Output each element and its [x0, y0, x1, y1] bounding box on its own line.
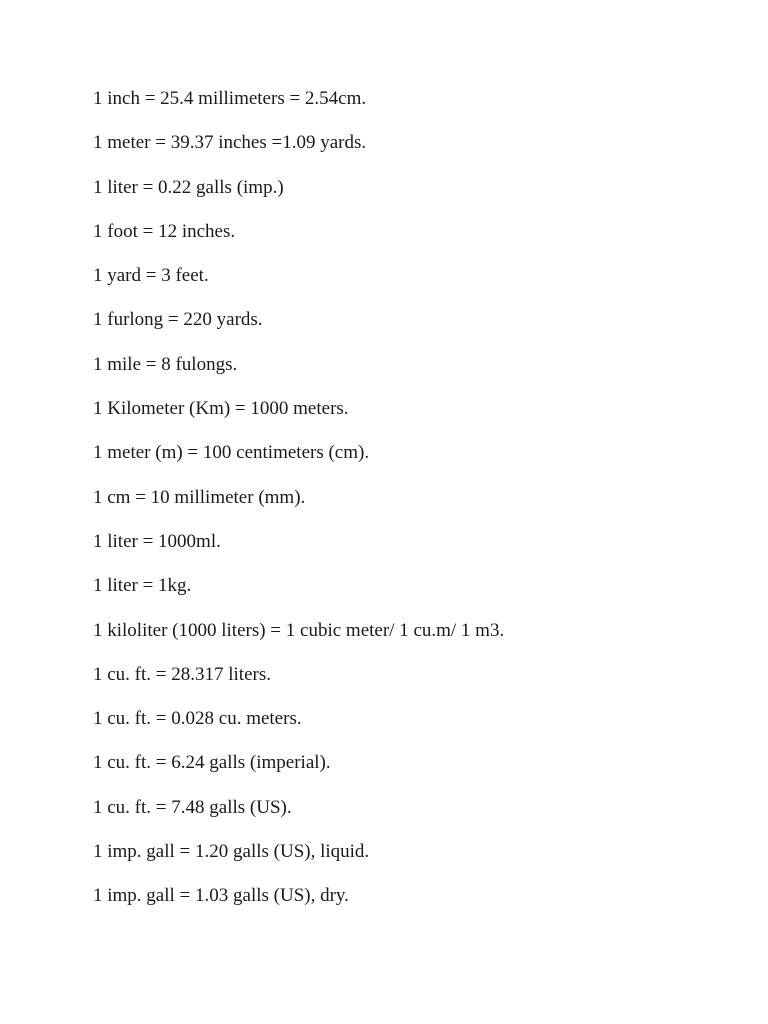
conversion-line: 1 foot = 12 inches. [93, 220, 236, 242]
conversion-line: 1 liter = 1kg. [93, 575, 192, 597]
conversion-line: 1 imp. gall = 1.03 galls (US), dry. [93, 885, 349, 907]
conversion-line: 1 yard = 3 feet. [93, 265, 209, 287]
conversion-line: 1 inch = 25.4 millimeters = 2.54cm. [93, 88, 367, 109]
conversion-line: 1 cm = 10 millimeter (mm). [93, 486, 306, 508]
conversion-line: 1 meter = 39.37 inches =1.09 yards. [93, 132, 367, 154]
conversion-line: 1 cu. ft. = 0.028 cu. meters. [93, 708, 302, 730]
unit-conversion-list [93, 86, 504, 928]
conversion-line: 1 meter (m) = 100 centimeters (cm). [93, 442, 370, 464]
conversion-line: 1 kiloliter (1000 liters) = 1 cubic meter/ 1 cu.m/ 1 m3. [93, 619, 505, 641]
conversion-line: 1 cu. ft. = 7.48 galls (US). [93, 796, 292, 818]
conversion-line: 1 cu. ft. = 28.317 liters. [93, 663, 271, 685]
conversion-line: 1 imp. gall = 1.20 galls (US), liquid. [93, 841, 370, 863]
conversion-line: 1 furlong = 220 yards. [93, 309, 263, 331]
conversion-line: 1 liter = 0.22 galls (imp.) [93, 176, 284, 198]
conversion-line: 1 mile = 8 fulongs. [93, 353, 238, 375]
conversion-line: 1 liter = 1000ml. [93, 530, 221, 552]
conversion-line: 1 Kilometer (Km) = 1000 meters. [93, 398, 349, 420]
conversion-line: 1 cu. ft. = 6.24 galls (imperial). [93, 752, 331, 774]
